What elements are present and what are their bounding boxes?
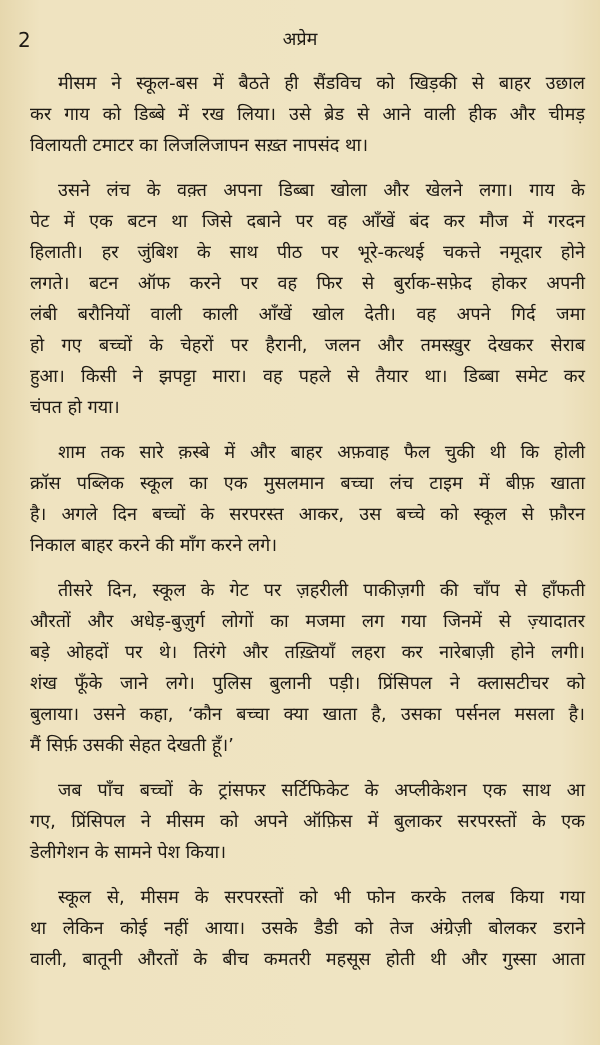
text-line: डेलीगेशन के सामने पेश किया। bbox=[30, 842, 227, 863]
text-line: औरतों और अधेड़-बुज़ुर्ग लोगों का मजमा लग गया जिनमें से ज़्यादातर bbox=[30, 611, 585, 632]
paragraph bbox=[30, 175, 585, 423]
text-line: विलायती टमाटर का लिजलिजापन सख़्त नापसंद था। bbox=[30, 135, 369, 156]
paragraph bbox=[30, 575, 585, 761]
text-line: शाम तक सारे क़स्बे में और बाहर अफ़वाह फैल चुकी थी कि होली bbox=[58, 442, 585, 463]
text-line: वाली, बातूनी औरतों के बीच कमतरी महसूस होती थी और गुस्सा आता bbox=[30, 949, 585, 970]
paragraph bbox=[30, 68, 585, 161]
paragraph bbox=[30, 775, 585, 868]
text-line: उसने लंच के वक़्त अपना डिब्बा खोला और खेलने लगा। गाय के bbox=[58, 180, 585, 201]
running-head: अप्रेम bbox=[282, 29, 318, 50]
page-number: 2 bbox=[18, 28, 31, 52]
text-line: चंपत हो गया। bbox=[30, 397, 120, 418]
text-line: मीसम ने स्कूल-बस में बैठते ही सैंडविच को खिड़की से बाहर उछाल bbox=[58, 73, 585, 94]
paragraph bbox=[30, 882, 585, 975]
text-line: लगते। बटन ऑफ करने पर वह फिर से बुर्राक-सफ़ेद होकर अपनी bbox=[30, 273, 585, 294]
text-line: बुलाया। उसने कहा, ‘कौन बच्चा क्या खाता है, उसका पर्सनल मसला है। bbox=[30, 704, 585, 725]
text-line: तीसरे दिन, स्कूल के गेट पर ज़हरीली पाकीज़गी की चाँप से हाँफती bbox=[58, 580, 585, 601]
text-line: जब पाँच बच्चों के ट्रांसफर सर्टिफिकेट के अप्लीकेशन एक साथ आ bbox=[58, 780, 585, 801]
text-line: हो गए बच्चों के चेहरों पर हैरानी, जलन और तमस्ख़ुर देखकर सेराब bbox=[30, 335, 585, 356]
text-line: बड़े ओहदों पर थे। तिरंगे और तख़्तियाँ लहरा कर नारेबाज़ी होने लगी। bbox=[30, 642, 585, 663]
text-line: शंख फूँके जाने लगे। पुलिस बुलानी पड़ी। प्रिंसिपल ने क्लासटीचर को bbox=[30, 673, 585, 694]
text-line: गए, प्रिंसिपल ने मीसम को अपने ऑफ़िस में बुलाकर सरपरस्तों के एक bbox=[30, 811, 585, 832]
text-line: मैं सिर्फ़ उसकी सेहत देखती हूँ।’ bbox=[30, 735, 234, 756]
page-header bbox=[0, 26, 600, 54]
paragraph bbox=[30, 437, 585, 561]
text-line: कर गाय को डिब्बे में रख लिया। उसे ब्रेड से आने वाली हीक और चीमड़ bbox=[30, 104, 585, 125]
text-line: है। अगले दिन बच्चों के सरपरस्त आकर, उस बच्चे को स्कूल से फ़ौरन bbox=[30, 504, 585, 525]
text-line: पेट में एक बटन था जिसे दबाने पर वह आँखें बंद कर मौज में गरदन bbox=[30, 211, 585, 232]
text-line: लंबी बरौनियों वाली काली आँखें खोल देती। वह अपने गिर्द जमा bbox=[30, 304, 585, 325]
text-line: हुआ। किसी ने झपट्टा मारा। वह पहले से तैयार था। डिब्बा समेट कर bbox=[30, 366, 585, 387]
text-line: स्कूल से, मीसम के सरपरस्तों को भी फोन करके तलब किया गया bbox=[58, 887, 585, 908]
text-line: था लेकिन कोई नहीं आया। उसके डैडी को तेज अंग्रेज़ी बोलकर डराने bbox=[30, 918, 585, 939]
text-line: निकाल बाहर करने की माँग करने लगे। bbox=[30, 535, 278, 556]
text-line: हिलाती। हर जुंबिश के साथ पीठ पर भूरे-कत्थई चकत्ते नमूदार होने bbox=[30, 242, 585, 263]
body-text bbox=[30, 68, 585, 989]
text-line: क्रॉस पब्लिक स्कूल का एक मुसलमान बच्चा लंच टाइम में बीफ़ खाता bbox=[30, 473, 585, 494]
